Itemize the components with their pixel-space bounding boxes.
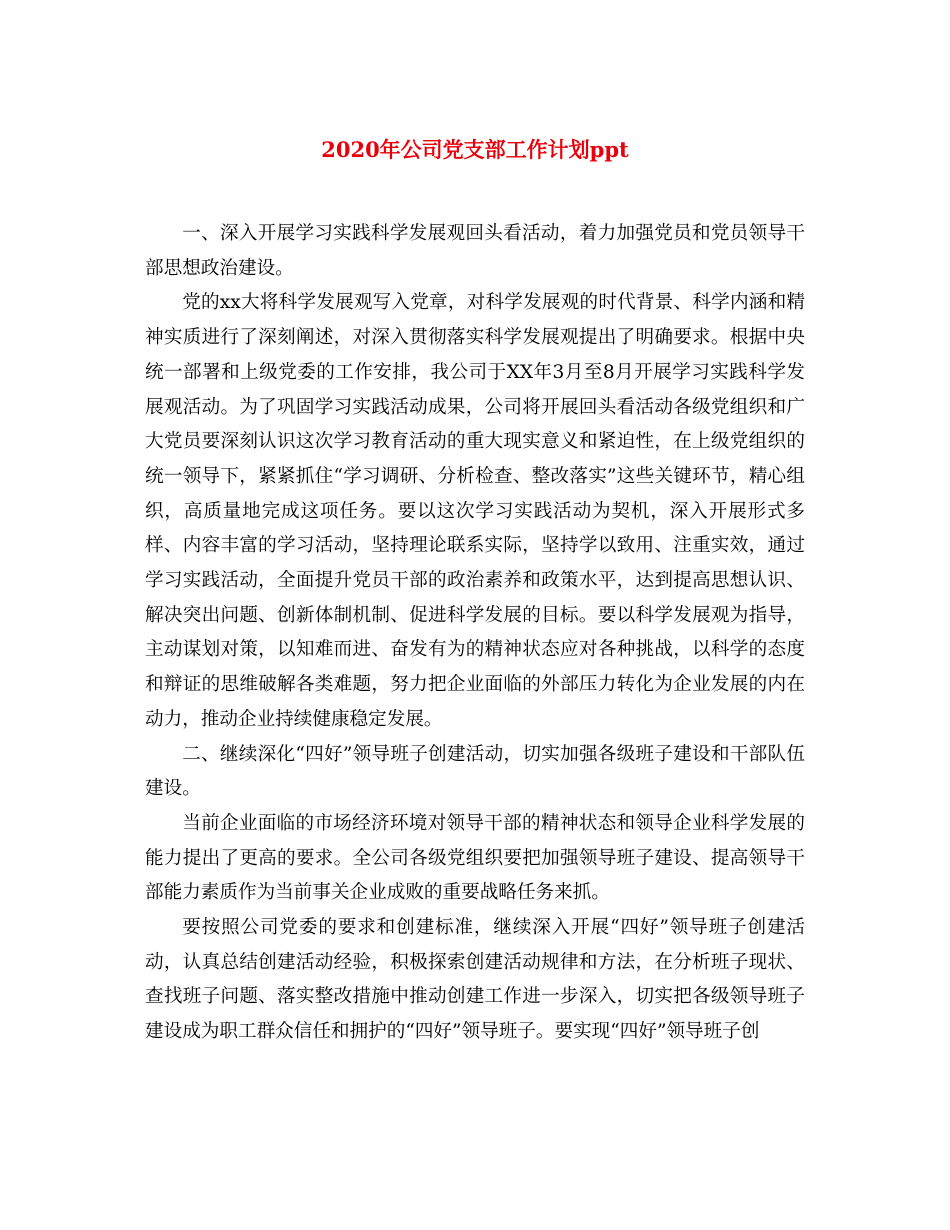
paragraph-section-one-heading: 一、深入开展学习实践科学发展观回头看活动，着力加强党员和党员领导干部思想政治建设。 bbox=[145, 223, 805, 279]
paragraph-section-two-body-1: 当前企业面临的市场经济环境对领导干部的精神状态和领导企业科学发展的能力提出了更高的要求。全公司各级党组织要把加强领导班子建设、提高领导干部能力素质作为当前事关企业成败的重要战略任务来抓。 bbox=[145, 812, 805, 904]
paragraph-section-two-body-2: 要按照公司党委的要求和创建标准，继续深入开展“四好”领导班子创建活动，认真总结创建活动经验，积极探索创建活动规律和方法，在分析班子现状、查找班子问题、落实整改措施中推动创建工作进一步深入，切实把各级领导班子建设成为职工群众信任和拥护的“四好”领导班子。要实现“四好”领导班子创 bbox=[145, 917, 805, 1043]
document-title: 2020年公司党支部工作计划ppt bbox=[321, 137, 629, 162]
document-body bbox=[145, 217, 805, 1050]
paragraph-section-one-body: 党的xx大将科学发展观写入党章，对科学发展观的时代背景、科学内涵和精神实质进行了深刻阐述，对深入贯彻落实科学发展观提出了明确要求。根据中央统一部署和上级党委的工作安排，我公司于XX年3月至8月开展学习实践科学发展观活动。为了巩固学习实践活动成果，公司将开展回头看活动各级党组织和广大党员要深刻认识这次学习教育活动的重大现实意义和紧迫性，在上级党组织的统一领导下，紧紧抓住“学习调研、分析检查、整改落实”这些关键环节，精心组织，高质量地完成这项任务。要以这次学习实践活动为契机，深入开展形式多样、内容丰富的学习活动，坚持理论联系实际，坚持学以致用、注重实效，通过学习实践活动，全面提升党员干部的政治素养和政策水平，达到提高思想认识、解决突出问题、创新体制机制、促进科学发展的目标。要以科学发展观为指导，主动谋划对策，以知难而进、奋发有为的精神状态应对各种挑战，以科学的态度和辩证的思维破解各类难题，努力把企业面临的外部压力转化为企业发展的内在动力，推动企业持续健康稳定发展。 bbox=[145, 292, 805, 730]
paragraph-section-two-heading: 二、继续深化“四好”领导班子创建活动，切实加强各级班子建设和干部队伍建设。 bbox=[145, 743, 805, 800]
